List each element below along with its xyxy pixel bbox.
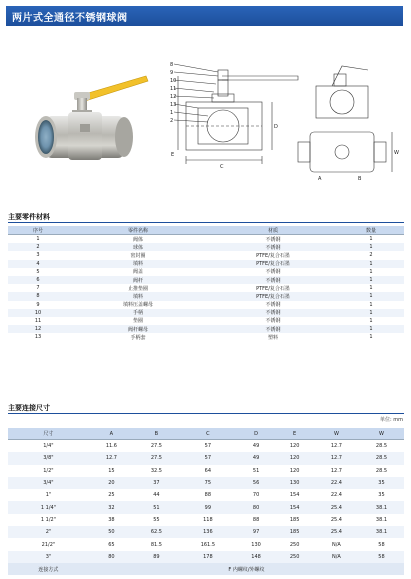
parts-cell: 1 — [369, 268, 373, 275]
dims-table — [8, 428, 404, 575]
parts-cell: 1 — [338, 243, 404, 251]
dims-cell: 58 — [378, 541, 385, 548]
parts-col-material: 材质 — [208, 226, 338, 235]
parts-cell: 1 — [369, 334, 373, 341]
dims-col-a: A — [89, 428, 134, 440]
svg-text:D: D — [274, 124, 278, 130]
dims-cell: 38.1 — [375, 516, 388, 523]
dims-cell: 2" — [8, 526, 89, 538]
dims-table-row — [8, 440, 404, 453]
dims-cell: 25 — [108, 492, 115, 499]
parts-cell: 9 — [36, 301, 40, 308]
dims-cell: 12.7 — [330, 467, 342, 474]
parts-cell: 阀体 — [132, 236, 143, 243]
parts-table-row — [8, 317, 404, 325]
dims-cell: 3/4" — [8, 477, 89, 489]
parts-cell: 4 — [8, 260, 68, 268]
parts-col-index: 序号 — [8, 226, 68, 235]
dims-cell: 27.5 — [150, 443, 162, 450]
parts-cell: 阀杆 — [68, 276, 208, 284]
parts-cell: 不锈钢 — [208, 276, 338, 284]
parts-cell: 塑料 — [267, 334, 278, 341]
parts-cell: 手柄套 — [130, 334, 146, 341]
parts-table-row — [8, 284, 404, 292]
dims-divider — [8, 413, 404, 414]
parts-cell: 1 — [369, 285, 373, 292]
dims-cell: 81.5 — [150, 541, 162, 548]
parts-cell: PTFE/复合石墨 — [256, 285, 290, 292]
dims-cell: 38.1 — [359, 501, 404, 513]
dims-cell: 35 — [378, 492, 385, 499]
dims-cell: 11.6 — [105, 443, 117, 450]
dims-table-row — [8, 538, 404, 550]
dims-col-c: C — [179, 428, 237, 440]
dims-cell: 25.4 — [314, 501, 359, 513]
dims-cell: 56 — [237, 477, 276, 489]
dims-cell: 35 — [359, 477, 404, 489]
parts-table — [8, 226, 404, 341]
dims-cell: 250 — [289, 541, 300, 548]
parts-cell: 止推垫圈 — [127, 285, 148, 292]
dims-cell: 21/2" — [41, 541, 56, 548]
dims-cell: N/A — [314, 551, 359, 563]
dims-cell: 75 — [179, 477, 237, 489]
dims-cell: 37 — [134, 477, 179, 489]
parts-cell: 不锈钢 — [208, 243, 338, 251]
dims-cell: 25.4 — [314, 526, 359, 538]
parts-cell: 手柄 — [68, 309, 208, 317]
dims-cell: 120 — [289, 467, 300, 474]
parts-cell: 7 — [36, 285, 40, 292]
dims-cell: 1 1/4" — [8, 501, 89, 513]
dims-table-row — [8, 452, 404, 464]
parts-cell: 1 — [338, 309, 404, 317]
svg-text:C: C — [220, 164, 224, 170]
connection-label: 连接方式 — [8, 563, 89, 575]
dims-cell: 154 — [275, 501, 314, 513]
parts-table-row — [8, 235, 404, 244]
parts-table-row — [8, 251, 404, 259]
svg-text:E: E — [171, 152, 175, 158]
parts-cell: 1 — [338, 260, 404, 268]
dims-col-b: B — [134, 428, 179, 440]
parts-table-row — [8, 276, 404, 284]
dims-table-row — [8, 489, 404, 501]
technical-drawing — [168, 56, 404, 186]
parts-divider — [8, 222, 404, 223]
parts-cell: 5 — [36, 268, 40, 275]
parts-cell: 10 — [8, 309, 68, 317]
unit-label: 单位: mm — [379, 417, 403, 423]
parts-col-qty: 数量 — [338, 226, 404, 235]
parts-section-title: 主要零件材料 — [8, 213, 50, 221]
dims-table-row — [8, 465, 404, 477]
parts-table-row — [8, 333, 404, 341]
dims-cell: 58 — [359, 551, 404, 563]
parts-cell: 不锈钢 — [208, 309, 338, 317]
dims-col-w2: W — [359, 428, 404, 440]
dims-col-w1: W — [314, 428, 359, 440]
svg-text:10: 10 — [170, 78, 177, 84]
dims-cell: 3" — [8, 551, 89, 563]
parts-cell: 13 — [34, 334, 42, 341]
parts-cell: 球体 — [68, 243, 208, 251]
parts-cell: 阀杆螺母 — [68, 325, 208, 333]
dims-cell: 88 — [252, 516, 260, 523]
product-photo — [20, 62, 150, 172]
parts-cell: 填料压盖螺母 — [122, 302, 153, 309]
parts-cell: 1 — [36, 236, 40, 243]
dims-cell: 118 — [203, 516, 213, 523]
dims-cell: 20 — [89, 477, 134, 489]
parts-cell: 1 — [338, 325, 404, 333]
dims-cell: 28.5 — [375, 443, 388, 450]
parts-cell: 3 — [36, 252, 40, 259]
dims-cell: 88 — [204, 492, 212, 499]
dims-cell: 136 — [179, 526, 237, 538]
dims-cell: 89 — [134, 551, 179, 563]
dims-cell: 64 — [204, 467, 212, 474]
parts-cell: 1 — [338, 292, 404, 300]
parts-table-row — [8, 243, 404, 251]
parts-cell: 1 — [369, 301, 373, 308]
dims-cell: 1 1/2" — [40, 516, 56, 523]
parts-cell: 不锈钢 — [208, 325, 338, 333]
parts-header-row — [8, 226, 404, 235]
dims-cell: 80 — [237, 501, 276, 513]
svg-text:2: 2 — [170, 118, 174, 124]
dims-cell: 25.4 — [330, 516, 342, 523]
parts-cell: 密封圈 — [130, 252, 146, 259]
dims-cell: 22.4 — [314, 477, 359, 489]
parts-table-row — [8, 292, 404, 300]
page-header — [6, 6, 403, 26]
dims-cell: 51 — [252, 467, 260, 474]
dims-cell: 130 — [275, 477, 314, 489]
parts-table-row — [8, 268, 404, 276]
dims-cell: 154 — [289, 492, 300, 499]
dims-cell: 99 — [179, 501, 237, 513]
dims-table-row — [8, 551, 404, 563]
dims-cell: 12.7 — [89, 452, 134, 464]
dims-cell: 65 — [108, 541, 115, 548]
parts-cell: 1 — [369, 236, 373, 243]
dims-cell: 38 — [108, 516, 115, 523]
svg-text:13: 13 — [170, 102, 177, 108]
dims-cell: 120 — [289, 443, 300, 450]
dims-cell: 50 — [89, 526, 134, 538]
dims-cell: 1/2" — [43, 467, 54, 474]
dims-table-row — [8, 514, 404, 526]
dims-col-e: E — [275, 428, 314, 440]
parts-cell: 不锈钢 — [265, 269, 281, 276]
dims-cell: 250 — [275, 551, 314, 563]
svg-text:1: 1 — [170, 110, 174, 116]
parts-table-row — [8, 309, 404, 317]
dims-cell: 161.5 — [200, 541, 216, 548]
dims-col-size: 尺寸 — [8, 428, 89, 440]
dims-cell: 38.1 — [359, 526, 404, 538]
dims-cell: 12.7 — [314, 452, 359, 464]
parts-cell: 填料 — [68, 292, 208, 300]
svg-text:8: 8 — [170, 62, 174, 68]
parts-cell: 11 — [34, 317, 42, 324]
dims-cell: 80 — [89, 551, 134, 563]
parts-table-row — [8, 301, 404, 309]
svg-text:B: B — [358, 176, 362, 182]
parts-cell: PTFE/复合石墨 — [208, 292, 338, 300]
dims-cell: 28.5 — [359, 452, 404, 464]
parts-cell: PTFE/复合石墨 — [208, 260, 338, 268]
dims-cell: 70 — [252, 492, 260, 499]
dims-cell: 1/4" — [43, 443, 54, 450]
parts-cell: 2 — [8, 243, 68, 251]
dims-cell: 44 — [153, 492, 160, 499]
parts-cell: 2 — [369, 252, 373, 259]
parts-cell: 12 — [8, 325, 68, 333]
dims-cell: 49 — [252, 443, 260, 450]
dims-cell: 57 — [179, 452, 237, 464]
dims-cell: 32.5 — [150, 467, 162, 474]
svg-text:W: W — [394, 150, 399, 156]
parts-cell: 垫圈 — [132, 318, 143, 325]
dims-cell: 49 — [237, 452, 276, 464]
dims-cell: 3/8" — [8, 452, 89, 464]
parts-table-row — [8, 260, 404, 268]
dims-cell: 55 — [153, 516, 160, 523]
parts-col-name: 零件名称 — [68, 226, 208, 235]
parts-cell: 6 — [8, 276, 68, 284]
dims-col-d: D — [237, 428, 276, 440]
parts-cell: 不锈钢 — [265, 302, 281, 309]
dims-table-row — [8, 501, 404, 513]
connection-row — [8, 563, 404, 575]
dims-cell: 27.5 — [134, 452, 179, 464]
dims-cell: 32 — [89, 501, 134, 513]
dims-cell: 120 — [275, 452, 314, 464]
parts-cell: 1 — [369, 317, 373, 324]
connection-value: F 内螺纹/外螺纹 — [89, 563, 404, 575]
dims-section-title: 主要连接尺寸 — [8, 404, 50, 412]
dims-cell: 12.7 — [330, 443, 342, 450]
dims-table-row — [8, 526, 404, 538]
dims-cell: 57 — [204, 443, 212, 450]
dims-cell: 51 — [134, 501, 179, 513]
dims-cell: 62.5 — [134, 526, 179, 538]
parts-cell: 不锈钢 — [265, 236, 281, 243]
dims-cell: 1" — [45, 492, 52, 499]
dims-cell: 148 — [237, 551, 276, 563]
dims-cell: 130 — [251, 541, 261, 548]
dims-cell: 28.5 — [375, 467, 388, 474]
dims-cell: 178 — [179, 551, 237, 563]
parts-table-row — [8, 325, 404, 333]
svg-text:12: 12 — [170, 94, 177, 100]
dims-table-row — [8, 477, 404, 489]
svg-text:A: A — [318, 176, 322, 182]
parts-cell: 8 — [8, 292, 68, 300]
parts-cell: 阀盖 — [132, 269, 143, 276]
parts-cell: 填料 — [68, 260, 208, 268]
dims-cell: N/A — [332, 541, 341, 548]
dims-cell: 185 — [289, 516, 300, 523]
svg-text:11: 11 — [170, 86, 177, 92]
parts-cell: PTFE/复合石墨 — [256, 252, 290, 259]
dims-header-row — [8, 428, 404, 440]
page-title: 两片式全通径不锈钢球阀 — [12, 13, 128, 24]
svg-text:9: 9 — [170, 70, 174, 76]
dims-cell: 185 — [275, 526, 314, 538]
dims-cell: 22.4 — [330, 492, 342, 499]
parts-cell: 1 — [338, 276, 404, 284]
dims-cell: 97 — [237, 526, 276, 538]
parts-cell: 不锈钢 — [265, 318, 281, 325]
dims-cell: 15 — [108, 467, 115, 474]
